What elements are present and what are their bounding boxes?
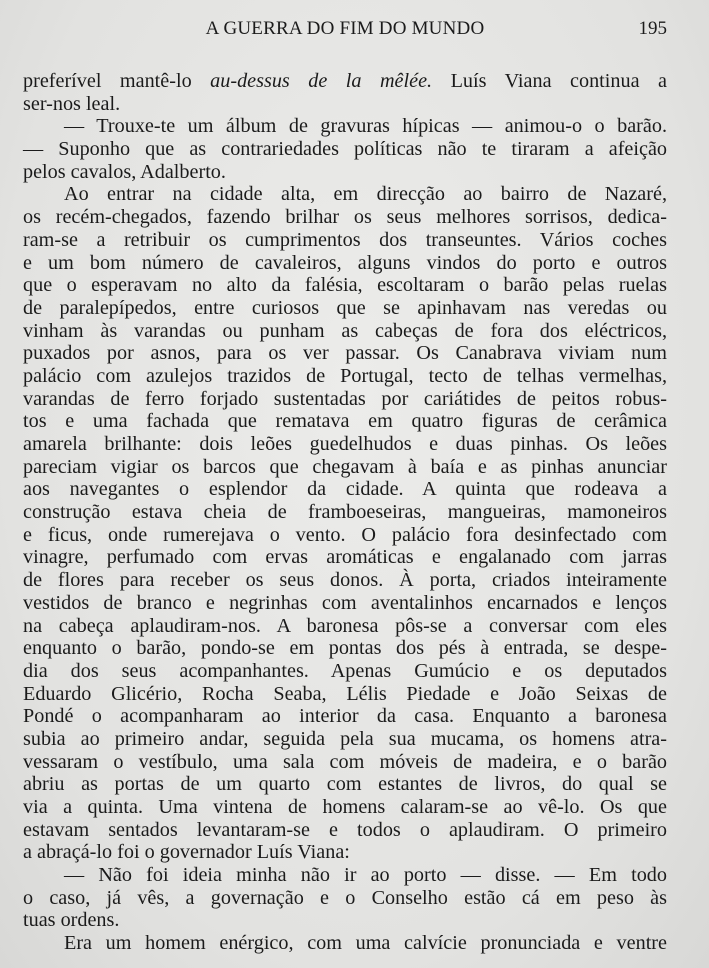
text-line: puxados por asnos, para os ver passar. Os Canabrava viviam num [23, 342, 667, 365]
text-line: construção estava cheia de framboeseiras, mangueiras, mamoneiros [23, 501, 667, 524]
text-line: dia dos seus acompanhantes. Apenas Gumúcio e os deputados [23, 659, 667, 682]
text-line: subia ao primeiro andar, seguida pela sua mucama, os homens atra- [23, 727, 667, 750]
page-number: 195 [638, 18, 667, 39]
text-line: na cabeça aplaudiram-nos. A baronesa pôs-se a conversar com eles [23, 614, 667, 637]
text-line: e um bom número de cavaleiros, alguns vindos do porto e outros [23, 251, 667, 274]
text-line: ram-se a retribuir os cumprimentos dos transeuntes. Vários coches [23, 228, 667, 251]
text-line: a abraçá-lo foi o governador Luís Viana: [23, 841, 350, 864]
text-line: que o esperavam no alto da falésia, escoltaram o barão pelas ruelas [23, 274, 667, 297]
text-line: Eduardo Glicério, Rocha Seaba, Lélis Piedade e João Seixas de [23, 682, 667, 705]
text-line: aos navegantes o esplendor da cidade. A quinta que rodeava a [23, 478, 667, 501]
text-line: os recém-chegados, fazendo brilhar os seus melhores sorrisos, dedica- [23, 206, 667, 229]
body-text [23, 70, 667, 955]
running-title: A GUERRA DO FIM DO MUNDO [205, 18, 485, 39]
text-line: o caso, já vês, a governação e o Conselho estão cá em peso às [23, 886, 667, 909]
text-line: pelos cavalos, Adalberto. [23, 160, 226, 183]
text-line: enquanto o barão, pondo-se em pontas dos pés à entrada, se despe- [23, 637, 667, 660]
text-line [23, 70, 667, 93]
text-line: tuas ordens. [23, 909, 120, 932]
text-line: Era um homem enérgico, com uma calvície pronunciada e ventre [64, 932, 667, 955]
text-segment: preferível mantê-lo [23, 70, 211, 92]
text-line: e ficus, onde rumerejava o vento. O palácio fora desinfectado com [23, 523, 667, 546]
text-line: — Trouxe-te um álbum de gravuras hípicas — animou-o o barão. [64, 115, 667, 138]
text-line: — Não foi ideia minha não ir ao porto — disse. — Em todo [64, 864, 667, 887]
page-header [23, 18, 667, 44]
text-line: de flores para receber os seus donos. À porta, criados inteiramente [23, 569, 667, 592]
text-line: abriu as portas de um quarto com estantes de livros, do qual se [23, 773, 667, 796]
text-line: de paralepípedos, entre curiosos que se apinhavam nas veredas ou [23, 296, 667, 319]
text-segment: Luís Viana continua a [432, 70, 667, 92]
text-line: vessaram o vestíbulo, uma sala com móveis de madeira, e o barão [23, 750, 667, 773]
text-line: pareciam vigiar os barcos que chegavam à baía e as pinhas anunciar [23, 455, 667, 478]
text-line: tos e uma fachada que rematava em quatro figuras de cerâmica [23, 410, 667, 433]
text-line: varandas de ferro forjado sustentadas por cariátides de peitos robus- [23, 387, 667, 410]
text-line: vinagre, perfumado com ervas aromáticas e engalanado com jarras [23, 546, 667, 569]
text-line: Ao entrar na cidade alta, em direcção ao bairro de Nazaré, [64, 183, 667, 206]
text-line: — Suponho que as contrariedades políticas não te tiraram a afeição [23, 138, 667, 161]
text-line: palácio com azulejos trazidos de Portugal, tecto de telhas vermelhas, [23, 364, 667, 387]
text-line: vestidos de branco e negrinhas com aventalinhos encarnados e lenços [23, 591, 667, 614]
text-line: via a quinta. Uma vintena de homens calaram-se ao vê-lo. Os que [23, 796, 667, 818]
italic-phrase: au-dessus de la mêlée. [210, 70, 433, 92]
text-line: vinham às varandas ou punham as cabeças de fora dos eléctricos, [23, 319, 667, 342]
text-line: ser-nos leal. [23, 92, 121, 115]
text-line: estavam sentados levantaram-se e todos o aplaudiram. O primeiro [23, 818, 667, 841]
text-line: Pondé o acompanharam ao interior da casa. Enquanto a baronesa [23, 705, 667, 728]
text-line: amarela brilhante: dois leões guedelhudos e duas pinhas. Os leões [23, 433, 667, 455]
